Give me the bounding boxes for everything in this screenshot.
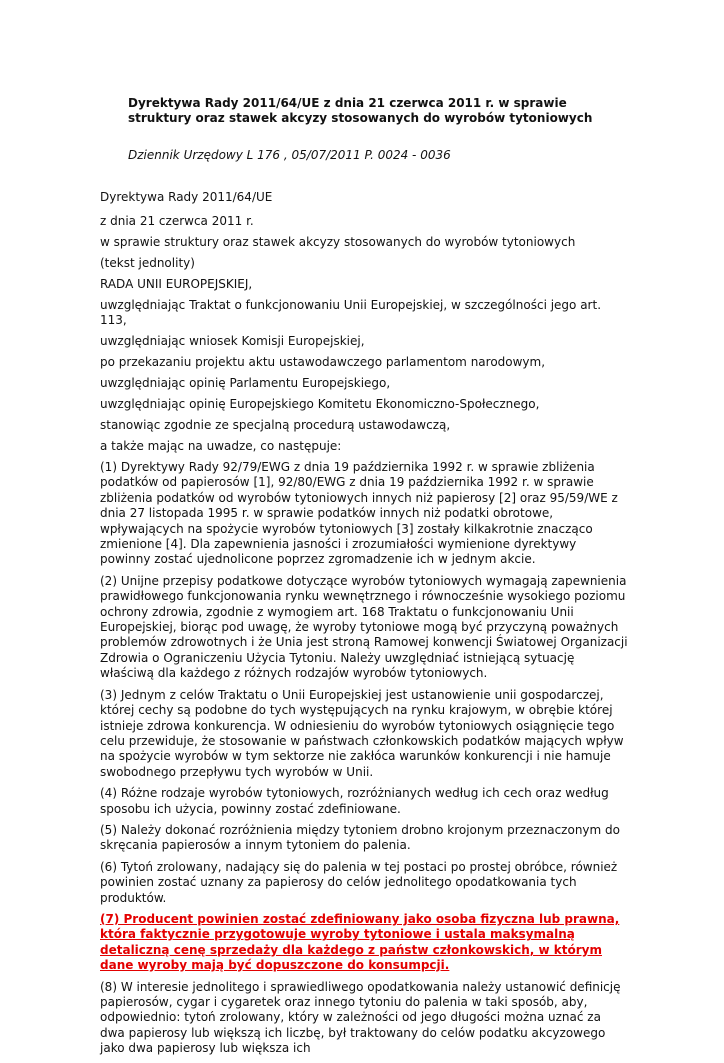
preamble-line: uwzględniając Traktat o funkcjonowaniu Unii Europejskiej, w szczególności jego art. 113, xyxy=(100,298,602,327)
recital-paragraph: (3) Jednym z celów Traktatu o Unii Europejskiej jest ustanowienie unii gospodarczej, której cechy są podobne do tych występujących na rynku krajowym, w obrębie której istnieje zdrowa konkurencja. W odniesieniu do wyrobów tytoniowych osiągnięcie tego celu przewiduje, że stosowanie w państwach członkowskich podatków mających wpływ na spożycie wyrobów w tym sektorze nie zakłóca warunków konkurencji i nie hamuje swobodnego przepływu tych wyrobów w Unii. xyxy=(100,687,624,779)
preamble-line: (tekst jednolity) xyxy=(100,256,195,270)
document-page xyxy=(100,96,628,1063)
recital-paragraph: (8) W interesie jednolitego i sprawiedliwego opodatkowania należy ustanowić definicję papierosów, cygar i cygaretek oraz innego tytoniu do palenia w taki sposób, aby, odpowiednio: tytoń zrolowany, który w zależności od jego długości można uznać za dwa papierosy lub większą ich liczbę, był traktowany do celów podatku akcyzowego jako dwa papierosy lub większa ich xyxy=(100,979,621,1056)
preamble-line: a także mając na uwadze, co następuje: xyxy=(100,439,342,453)
preamble-line: RADA UNII EUROPEJSKIEJ, xyxy=(100,277,253,291)
preamble-line: po przekazaniu projektu aktu ustawodawczego parlamentom narodowym, xyxy=(100,355,546,369)
recital-paragraph: (5) Należy dokonać rozróżnienia między tytoniem drobno krojonym przeznaczonym do skręcania papierosów a innym tytoniem do palenia. xyxy=(100,822,620,853)
preamble-line: uwzględniając opinię Parlamentu Europejskiego, xyxy=(100,376,391,390)
preamble-line: uwzględniając wniosek Komisji Europejskiej, xyxy=(100,334,365,348)
journal-reference: Dziennik Urzędowy L 176 , 05/07/2011 P. 0024 - 0036 xyxy=(128,148,451,162)
preamble-line: uwzględniając opinię Europejskiego Komitetu Ekonomiczno-Społecznego, xyxy=(100,397,540,411)
preamble-line: z dnia 21 czerwca 2011 r. xyxy=(100,214,254,228)
recital-paragraph: (4) Różne rodzaje wyrobów tytoniowych, rozróżnianych według ich cech oraz według sposobu ich użycia, powinny zostać zdefiniowane. xyxy=(100,786,609,816)
preamble-line: Dyrektywa Rady 2011/64/UE xyxy=(100,190,273,204)
recitals xyxy=(100,460,628,1057)
recital-paragraph: (1) Dyrektywy Rady 92/79/EWG z dnia 19 października 1992 r. w sprawie zbliżenia podatków od papierosów [1], 92/80/EWG z dnia 19 października 1992 r. w sprawie zbliżenia podatków od wyrobów tytoniowych innych niż papierosy [2] oraz 95/59/WE z dnia 27 listopada 1995 r. w sprawie podatków innych niż podatki obrotowe, wpływających na spożycie wyrobów tytoniowych [3] zostały kilkakrotnie znacząco zmienione [4]. Dla zapewnienia jasności i zrozumiałości wymienione dyrektywy powinny zostać ujednolicone poprzez zgromadzenie ich w jednym akcie. xyxy=(100,460,618,567)
preamble-line: w sprawie struktury oraz stawek akcyzy stosowanych do wyrobów tytoniowych xyxy=(100,235,576,249)
preamble-line: stanowiąc zgodnie ze specjalną procedurą ustawodawczą, xyxy=(100,418,451,432)
preamble xyxy=(100,190,628,454)
recital-paragraph: (6) Tytoń zrolowany, nadający się do palenia w tej postaci po prostej obróbce, również powinien zostać uznany za papierosy do celów jednolitego opodatkowania tych produktów. xyxy=(100,859,618,905)
document-title: Dyrektywa Rady 2011/64/UE z dnia 21 czerwca 2011 r. w sprawie struktury oraz stawek akcyzy stosowanych do wyrobów tytoniowych xyxy=(128,96,593,125)
highlighted-recital-paragraph: (7) Producent powinien zostać zdefiniowany jako osoba fizyczna lub prawna, która faktycznie przygotowuje wyroby tytoniowe i ustala maksymalną detaliczną cenę sprzedaży dla każdego z państw członkowskich, w którym dane wyroby mają być dopuszczone do konsumpcji. xyxy=(100,911,620,973)
recital-paragraph: (2) Unijne przepisy podatkowe dotyczące wyrobów tytoniowych wymagają zapewnienia prawidłowego funkcjonowania rynku wewnętrznego i równocześnie wysokiego poziomu ochrony zdrowia, zgodnie z wymogiem art. 168 Traktatu o funkcjonowaniu Unii Europejskiej, biorąc pod uwagę, że wyroby tytoniowe mogą być przyczyną poważnych problemów zdrowotnych i że Unia jest stroną Ramowej konwencji Światowej Organizacji Zdrowia o Ograniczeniu Użycia Tytoniu. Należy uwzględniać istniejącą sytuację właściwą dla każdego z różnych rodzajów wyrobów tytoniowych. xyxy=(100,573,628,681)
